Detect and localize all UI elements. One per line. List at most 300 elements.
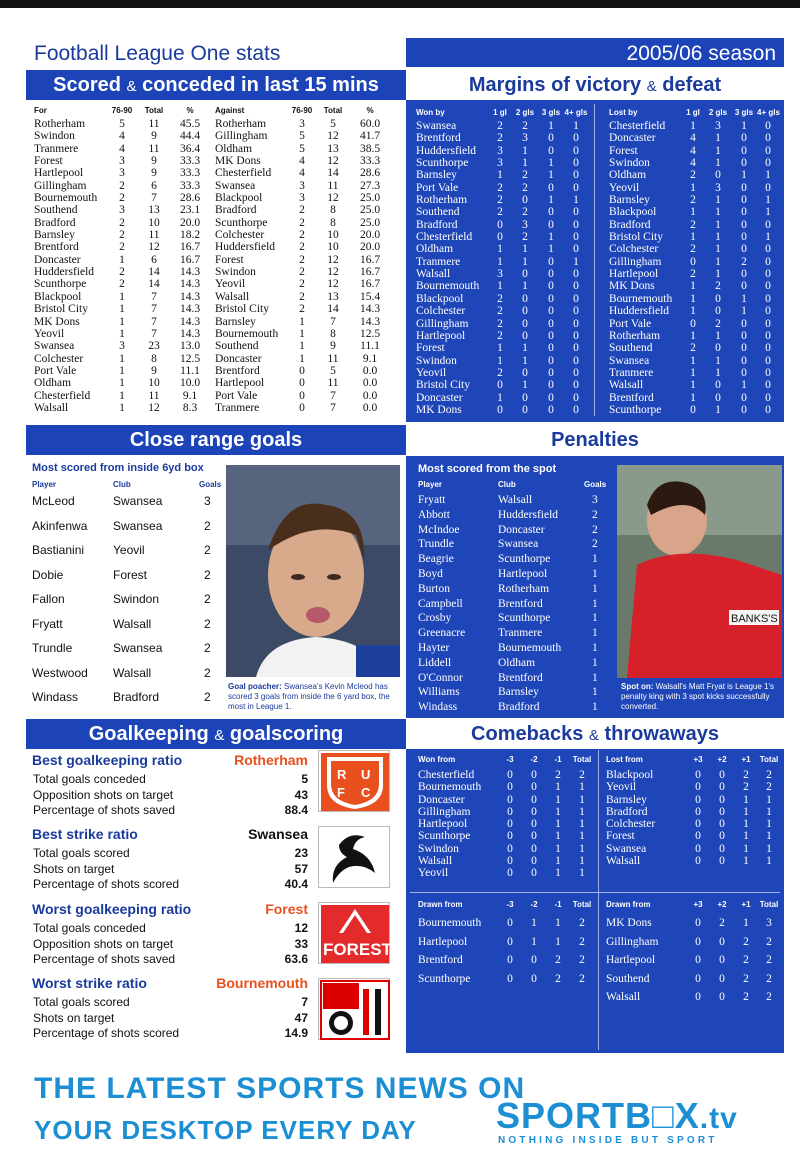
table-cell: 1 [555,855,561,868]
table-cell: Hartlepool [418,935,468,948]
table-cell: 1 [548,120,554,132]
table-cell: 0 [715,292,721,305]
header-cell: 4+ gls [757,108,780,117]
close-player: Windass [32,690,79,704]
close-head-goals: Goals [199,480,222,489]
table-cell: 0 [741,181,747,194]
pen-player: Trundle [418,538,454,551]
pen-club: Oldham [498,656,536,669]
table-cell: Bournemouth [418,917,482,929]
table-cell: 2 [119,278,125,291]
table-cell: 0 [741,268,747,281]
table-cell: 3 [119,340,125,353]
shirt-sponsor: BANKS'S [731,613,778,625]
table-cell: 1 [548,169,554,182]
table-cell: 1 [690,305,696,318]
pen-goals: 1 [592,553,598,566]
table-cell: 0 [548,218,554,231]
table-cell: 0 [573,329,579,342]
header-cell: -1 [554,755,562,764]
table-row [416,145,591,157]
table-cell: 0 [719,769,725,781]
table-cell: 27.3 [359,179,381,192]
pen-player: Liddell [418,656,452,669]
table-row [609,392,781,404]
table-cell: Doncaster [418,793,465,806]
table-row [609,280,781,292]
header-cell: Total [759,900,779,909]
table-row [215,192,395,204]
swansea-crest [318,826,390,888]
table-cell: 2 [743,954,749,966]
table-cell: 14.3 [179,315,201,328]
header-cell: +1 [741,755,751,764]
table-cell: Brentford [215,364,260,377]
table-cell: 0 [548,132,554,145]
table-header-row [606,896,780,914]
margins-header: Margins of victory & defeat [406,70,784,100]
table-cell: Swansea [416,120,457,132]
table-cell: 3 [299,192,305,205]
sportbox-logo[interactable]: SPORTB□X.tv [496,1095,738,1136]
table-cell: 1 [715,144,721,157]
scored-conceded-header: Scored & conceded in last 15 mins [26,70,406,100]
table-cell: 2 [743,991,749,1003]
table-cell: 2 [555,769,561,781]
table-cell: 0.0 [362,389,378,402]
table-cell: Blackpool [34,290,82,303]
header-cell: +2 [717,755,727,764]
table-row [418,781,594,793]
pen-goals: 1 [592,612,598,625]
table-cell: 23 [148,340,160,353]
table-cell: 0 [573,144,579,157]
crest-letter-u: U [361,767,371,782]
table-cell: 0 [690,317,696,330]
table-cell: 0 [695,842,701,855]
table-cell: 1 [715,194,721,207]
table-cell: Bournemouth [418,781,482,794]
table-cell: 0 [573,157,579,170]
table-cell: Rotherham [34,118,86,130]
table-cell: Blackpool [215,192,263,205]
table-cell: 0 [715,342,721,355]
table-cell: 1 [522,255,528,268]
table-cell: 4 [690,132,696,145]
table-cell: 4 [119,130,125,143]
table-cell: Chesterfield [609,120,666,132]
table-row [609,355,781,367]
table-cell: 0 [548,354,554,367]
header-cell: % [366,106,374,115]
close-range-subtitle: Most scored from inside 6yd box [32,462,204,474]
table-row [34,192,214,204]
table-cell: 20.0 [359,229,381,242]
table-cell: 0 [719,855,725,868]
table-row [416,293,591,305]
table-cell: 1 [299,327,305,340]
table-cell: Yeovil [416,366,447,379]
pen-club: Bradford [498,701,540,714]
pen-goals: 1 [592,701,598,714]
table-cell: 1 [299,315,305,328]
table-cell: 0 [765,379,771,392]
table-cell: 10 [148,377,160,390]
table-row [416,355,591,367]
pen-goals: 2 [592,508,598,521]
header-cell: 3 gls [734,108,754,117]
header-cell: Won from [418,755,456,764]
table-cell: Chesterfield [416,231,473,244]
rotherham-crest [318,750,390,812]
season-label: 2005/06 season [406,38,784,67]
table-cell: 13.0 [179,340,201,353]
table-cell: MK Dons [34,315,80,328]
table-cell: Brentford [609,391,654,404]
table-cell: 12.5 [179,352,201,365]
table-cell: 2 [579,769,585,781]
close-club: Swansea [113,518,163,533]
table-cell: 7 [151,327,157,340]
table-cell: 2 [719,917,725,929]
table-row [609,243,781,255]
table-cell: 11.1 [180,364,200,377]
table-cell: 2 [743,972,749,985]
table-cell: 0 [548,317,554,330]
table-cell: 12 [148,241,160,254]
table-row [34,377,214,389]
forest-crest-icon [319,903,391,965]
table-row [416,404,591,416]
table-row [215,353,395,365]
table-cell: Gillingham [416,317,469,330]
table-cell: Oldham [416,243,454,256]
table-cell: 1 [548,194,554,207]
table-cell: 0 [695,991,701,1003]
header-cell: 1 gl [493,108,507,117]
table-cell: 8 [151,352,157,365]
table-row [34,180,214,192]
table-cell: 1 [548,243,554,256]
header-cell: 2 gls [708,108,728,117]
table-cell: 1 [743,830,749,843]
swan-icon [319,827,391,889]
table-header-row [34,104,214,118]
table-row [34,402,214,414]
table-cell: Swansea [34,340,75,353]
table-row [609,219,781,231]
table-cell: 2 [119,229,125,242]
pen-player: Campbell [418,597,463,610]
table-cell: 1 [555,867,561,880]
table-cell: Bradford [606,805,648,818]
table-cell: 0 [765,317,771,330]
table-cell: 2 [715,280,721,293]
header-cell: Lost by [609,108,638,117]
table-cell: 2 [299,229,305,242]
table-cell: 1 [765,169,771,182]
gk-line-value: 23 [294,846,308,860]
table-cell: 0 [531,830,537,843]
table-cell: 33.3 [359,155,381,168]
header-cell: Total [572,755,592,764]
table-row [609,120,781,132]
table-cell: 7 [151,315,157,328]
table-cell: MK Dons [606,917,652,929]
table-cell: 7 [330,389,336,402]
pen-player: O'Connor [418,671,463,684]
table-cell: Brentford [416,132,461,145]
table-cell: 0 [741,157,747,170]
table-cell: 1 [497,354,503,367]
table-cell: 0 [573,305,579,318]
scored-for-table [34,104,214,414]
table-cell: 0 [719,935,725,948]
table-cell: 1 [743,818,749,831]
gk-line-value: 5 [301,772,308,786]
table-cell: 14.3 [359,315,381,328]
table-cell: 1 [119,290,125,303]
table-cell: 0.0 [362,401,378,414]
table-cell: Brentford [418,954,463,966]
table-cell: 28.6 [179,192,201,205]
table-cell: 1 [579,855,585,868]
table-cell: 1 [690,366,696,379]
table-cell: 45.5 [179,118,201,130]
table-cell: 3 [119,167,125,180]
table-cell: 0 [548,280,554,293]
close-player: Fallon [32,592,65,606]
pen-player: Burton [418,582,450,595]
table-cell: 13 [327,142,339,155]
table-row [416,169,591,181]
table-row [606,794,780,806]
table-row [609,132,781,144]
table-cell: 6 [151,253,157,266]
table-row [34,254,214,266]
table-cell: 2 [766,769,772,781]
table-cell: 12 [327,278,339,291]
table-row [34,155,214,167]
table-row [418,794,594,806]
pen-club: Huddersfield [498,508,559,521]
table-cell: 33.3 [179,179,201,192]
table-cell: Southend [215,340,259,353]
table-cell: 0 [548,305,554,318]
table-cell: Yeovil [606,781,637,794]
table-header-row [418,751,594,769]
close-range-caption: Goal poacher: Swansea's Kevin Mcleod has scored 3 goals from inside the 6 yard box, the most in League 1. [228,682,390,711]
gk-line-value: 7 [301,995,308,1009]
close-range-header: Close range goals [26,425,406,455]
table-cell: MK Dons [416,403,462,416]
penalties-caption: Spot on: Walsall's Matt Fryat is League 1's penalty king with 3 spot kicks successfully converted. [621,682,775,711]
gk-block-team: Forest [265,901,308,917]
table-cell: 1 [531,917,537,929]
table-cell: 1 [743,917,749,929]
table-cell: Colchester [609,243,659,256]
table-cell: 1 [743,855,749,868]
gk-line-label: Percentage of shots saved [33,803,176,817]
table-row [606,818,780,830]
table-cell: 0 [765,403,771,416]
gk-line-label: Opposition shots on target [33,936,174,951]
table-cell: Doncaster [416,391,463,404]
table-cell: Swansea [215,179,256,192]
table-cell: 4 [119,142,125,155]
pen-club: Scunthorpe [498,553,551,566]
table-cell: 0 [573,169,579,182]
table-cell: 9.1 [182,389,198,402]
pen-goals: 1 [592,627,598,640]
table-cell: 0.0 [362,377,378,390]
table-cell: Hartlepool [416,329,466,342]
table-cell: 11 [148,142,160,155]
pen-player: Abbott [418,508,450,521]
table-cell: 2 [497,181,503,194]
table-cell: Bristol City [34,303,88,316]
table-cell: Gillingham [609,255,662,268]
table-cell: 10 [327,241,339,254]
close-goals: 2 [204,616,211,631]
table-row [416,318,591,330]
table-cell: 1 [579,842,585,855]
table-cell: 0 [765,292,771,305]
table-cell: 0 [507,781,513,794]
table-cell: 14 [148,278,160,291]
table-cell: 6 [151,179,157,192]
header-cell: 76-90 [291,106,313,115]
table-cell: 0 [573,292,579,305]
table-cell: 3 [299,118,305,130]
table-cell: Hartlepool [418,818,468,831]
header-cell: 4+ gls [564,108,588,117]
table-row [606,970,780,989]
table-cell: 0 [299,389,305,402]
table-cell: 0 [507,954,513,966]
table-cell: 1 [715,255,721,268]
table-cell: Chesterfield [418,769,475,781]
table-row [215,291,395,303]
table-cell: 23.1 [179,204,201,217]
table-cell: Bristol City [215,303,269,316]
goalkeeping-header: Goalkeeping & goalscoring [26,719,406,749]
table-cell: 2 [299,253,305,266]
table-row [609,318,781,330]
table-cell: 0 [695,793,701,806]
table-cell: Forest [34,155,63,168]
table-cell: 0 [497,218,503,231]
table-row [609,194,781,206]
table-header-row [215,104,395,118]
ad-line-1: THE LATEST SPORTS NEWS ON [34,1072,526,1105]
pen-player: Beagrie [418,553,454,566]
table-cell: 14.3 [179,327,201,340]
table-cell: 1 [119,303,125,316]
table-cell: 0 [741,144,747,157]
table-row [416,206,591,218]
table-cell: 25.0 [359,192,381,205]
gk-line-value: 12 [294,921,308,935]
table-cell: 1 [766,830,772,843]
close-club: Swansea [113,494,163,508]
table-row [34,340,214,352]
player-portrait-icon [226,465,400,677]
table-cell: 4 [299,155,305,168]
table-cell: 4 [690,144,696,157]
table-cell: 25.0 [359,216,381,229]
table-row [34,143,214,155]
table-cell: Rotherham [609,329,661,342]
gk-line-label: Percentage of shots scored [33,1026,180,1040]
table-cell: 0 [741,329,747,342]
table-cell: 0 [548,366,554,379]
table-cell: 2 [741,255,747,268]
table-cell: Port Vale [609,317,652,330]
table-cell: 2 [766,935,772,948]
table-cell: 0 [719,818,725,831]
table-cell: 2 [522,181,528,194]
table-cell: 5 [299,130,305,143]
pen-club: Bournemouth [498,642,562,654]
table-cell: Huddersfield [215,241,276,254]
table-cell: 12 [327,266,339,279]
table-cell: 0 [715,169,721,182]
table-cell: 1 [573,255,579,268]
table-cell: 2 [299,303,305,316]
table-cell: Scunthorpe [34,278,87,291]
table-cell: 0 [765,354,771,367]
table-cell: Colchester [416,305,466,318]
table-cell: 1 [741,305,747,318]
table-cell: 3 [715,181,721,194]
table-row [609,379,781,391]
gk-block-team: Rotherham [234,752,308,768]
table-cell: 11 [148,229,160,242]
table-row [34,118,214,130]
table-cell: 3 [119,204,125,217]
table-cell: 1 [690,231,696,244]
table-cell: 10 [148,216,160,229]
table-cell: Barnsley [215,315,256,328]
table-cell: 1 [522,243,528,256]
table-cell: 0 [299,364,305,377]
table-cell: 1 [741,292,747,305]
pen-player: Boyd [418,568,443,580]
table-cell: 0 [522,194,528,207]
gk-line-value: 43 [294,787,308,802]
table-row [609,305,781,317]
table-row [34,217,214,229]
table-cell: 0 [765,255,771,268]
table-cell: 2 [497,329,503,342]
ad-line-2: YOUR DESKTOP EVERY DAY [34,1115,417,1145]
close-goals: 2 [204,641,211,655]
header-cell: -1 [554,900,562,909]
pen-club: Swansea [498,538,539,551]
table-cell: 0 [531,867,537,880]
gk-line-value: 14.9 [284,1026,308,1040]
table-cell: Yeovil [215,278,246,291]
close-club: Swindon [113,592,160,606]
table-cell: 2 [522,231,528,244]
close-goals: 2 [204,592,211,606]
table-cell: 0 [522,403,528,416]
table-cell: 8.3 [182,401,198,414]
table-row [606,951,780,970]
table-cell: 0 [548,144,554,157]
table-row [609,157,781,169]
